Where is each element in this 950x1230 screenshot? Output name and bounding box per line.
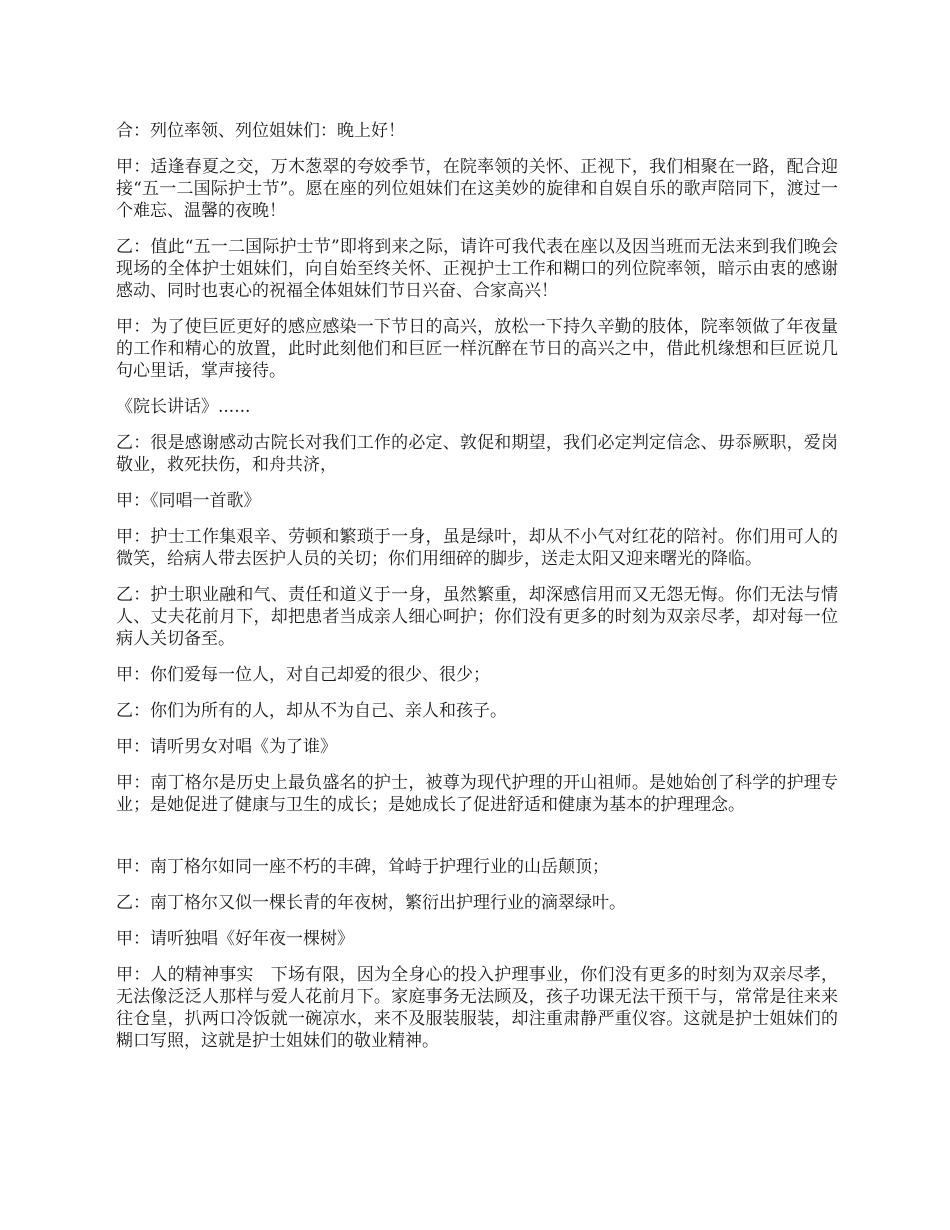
paragraph: 甲：《同唱一首歌》 xyxy=(116,491,261,511)
paragraph: 甲：请听独唱《好年夜一棵树》 xyxy=(116,929,354,949)
paragraph: 甲：请听男女对唱《为了谁》 xyxy=(116,737,337,757)
paragraph: 甲：南丁格尔如同一座不朽的丰碑，耸峙于护理行业的山岳颠顶； xyxy=(116,857,609,877)
paragraph: 乙：你们为所有的人，却从不为自己、亲人和孩子。 xyxy=(116,701,507,721)
paragraph: 甲：护士工作集艰辛、劳顿和繁琐于一身，虽是绿叶，却从不小气对红花的陪衬。你们用可人的微笑，给病人带去医护人员的关切；你们用细碎的脚步，送走太阳又迎来曙光的降临。 xyxy=(116,527,838,569)
paragraph: 甲：为了使巨匠更好的感应感染一下节日的高兴，放松一下持久辛勤的肢体，院率领做了年夜量的工作和精心的放置，此时此刻他们和巨匠一样沉醉在节日的高兴之中，借此机缘想和巨匠说几句心里话，掌声接待。 xyxy=(116,317,838,381)
paragraph: 乙：很是感谢感动古院长对我们工作的必定、敦促和期望，我们必定判定信念、毋忝厥职，爱岗敬业，救死扶伤，和舟共济， xyxy=(116,433,838,475)
paragraph: 甲：人的精神事实 下场有限，因为全身心的投入护理事业，你们没有更多的时刻为双亲尽孝，无法像泛泛人那样与爱人花前月下。家庭事务无法顾及，孩子功课无法干预干与，常常是往来来往仓皇，扒两口冷饭就一碗凉水，来不及服装服装，却注重肃静严重仪容。这就是护士姐妹们的糊口写照，这就是护士姐妹们的敬业精神。 xyxy=(116,965,838,1051)
paragraph: 甲：南丁格尔是历史上最负盛名的护士，被尊为现代护理的开山祖师。是她始创了科学的护理专业；是她促进了健康与卫生的成长；是她成长了促进舒适和健康为基本的护理理念。 xyxy=(116,773,838,815)
paragraph: 甲：适逢春夏之交，万木葱翠的夸姣季节，在院率领的关怀、正视下，我们相聚在一路，配合迎接“五一二国际护士节”。愿在座的列位姐妹们在这美妙的旋律和自娱自乐的歌声陪同下，渡过一个难忘、温馨的夜晚！ xyxy=(116,157,838,221)
section-gap xyxy=(116,830,838,856)
paragraph: 乙：值此“五一二国际护士节”即将到来之际，请许可我代表在座以及因当班而无法来到我们晚会现场的全体护士姐妹们，向自始至终关怀、正视护士工作和糊口的列位院率领，暗示由衷的感谢感动、同时也衷心的祝福全体姐妹们节日兴奋、合家高兴！ xyxy=(116,237,838,301)
document-body xyxy=(116,120,838,1066)
paragraph: 乙：南丁格尔又似一棵长青的年夜树，繁衍出护理行业的滴翠绿叶。 xyxy=(116,893,626,913)
paragraph: 合：列位率领、列位姐妹们：晚上好！ xyxy=(116,121,405,141)
paragraph: 甲：你们爱每一位人，对自己却爱的很少、很少； xyxy=(116,665,490,685)
paragraph: 乙：护士职业融和气、责任和道义于一身，虽然繁重，却深感信用而又无怨无悔。你们无法与情人、丈夫花前月下，却把患者当成亲人细心呵护；你们没有更多的时刻为双亲尽孝，却对每一位病人关切备至。 xyxy=(116,585,838,649)
paragraph: 《院长讲话》...... xyxy=(116,397,251,417)
